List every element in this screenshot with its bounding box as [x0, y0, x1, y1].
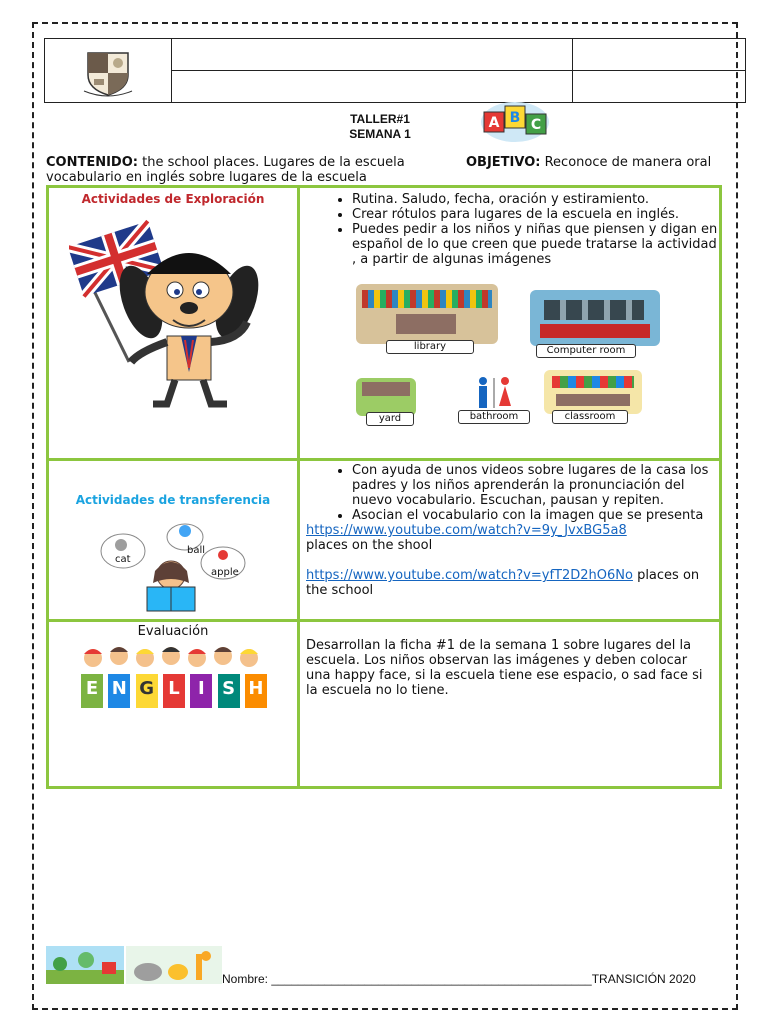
letter-block: I: [190, 674, 212, 708]
bathroom-icon: [472, 376, 516, 410]
header-cell-2: [573, 39, 746, 71]
classroom-image: [544, 370, 642, 414]
activities-table: [46, 185, 722, 789]
svg-text:A: A: [488, 115, 500, 131]
subtitle-text: SEMANA 1: [349, 127, 411, 141]
evaluation-left-cell: [48, 621, 299, 788]
svg-text:C: C: [530, 117, 542, 133]
content-label: CONTENIDO:: [46, 155, 138, 170]
title-text: TALLER#1: [350, 112, 410, 126]
exploration-title: Actividades de Exploración: [81, 192, 265, 206]
video-link-1-block: [300, 523, 719, 553]
name-field-label: Nombre: ________________________________________________: [222, 972, 592, 986]
transfer-bullet: • Con ayuda de unos videos sobre lugares de la casa los padres y los niños aprenderán la pronunciación del nuevo vocabulario. Escuchan, pausan y repiten.: [352, 463, 719, 508]
letter-block: L: [163, 674, 185, 708]
video-link-2-block: [300, 568, 719, 598]
objective: [466, 155, 711, 170]
computer-room-label: Computer room: [536, 344, 636, 358]
content-text-2: vocabulario en inglés sobre lugares de la escuela: [46, 170, 367, 185]
content-row: [46, 155, 726, 185]
exploration-left-cell: [48, 187, 299, 460]
header-table: [44, 38, 746, 103]
objective-label: OBJETIVO:: [466, 155, 541, 170]
bubble-ball-label: ball: [187, 545, 206, 557]
video-link-2[interactable]: https://www.youtube.com/watch?v=yfT2D2hO6No: [306, 568, 633, 584]
logo-cell: [45, 39, 172, 103]
header-cell-1: [171, 39, 573, 71]
library-image: [356, 284, 498, 344]
content-text-1: the school places. Lugares de la escuela: [137, 155, 405, 170]
exploration-bullet: • Rutina. Saludo, fecha, oración y estiramiento.: [352, 192, 719, 207]
abc-blocks-icon: [478, 98, 552, 144]
evaluation-right-cell: [299, 621, 721, 788]
dog-with-flag-illustration: [69, 212, 279, 412]
classroom-label: classroom: [552, 410, 628, 424]
evaluation-text: Desarrollan la ficha #1 de la semana 1 sobre lugares del la escuela. Los niños observan las imágenes y deben colocar una happy face, si la escuela tiene ese espacio, o sad face si la escuela no lo tiene.: [306, 638, 703, 699]
evaluation-title: Evaluación: [137, 624, 209, 640]
animals-park-strip-icon: [46, 946, 222, 986]
transfer-left-cell: [48, 460, 299, 621]
transfer-right-cell: [299, 460, 721, 621]
transfer-bullet: • Asocian el vocabulario con la imagen que se presenta: [352, 508, 719, 523]
english-letters: [81, 674, 267, 708]
bathroom-label: bathroom: [458, 410, 530, 424]
header-cell-4: [573, 71, 746, 103]
library-label: library: [386, 340, 474, 354]
children-row-icon: [81, 644, 267, 674]
footer-text: [222, 972, 696, 986]
bubble-cat-label: cat: [115, 554, 131, 566]
exploration-bullets: [300, 192, 719, 267]
svg-text:B: B: [509, 110, 521, 126]
transfer-title: Actividades de transferencia: [75, 493, 271, 508]
worksheet-title: [300, 112, 460, 142]
objective-text: Reconoce de manera oral: [540, 155, 712, 170]
computer-room-image: [530, 290, 660, 346]
exploration-right-cell: [299, 187, 721, 460]
letter-block: H: [245, 674, 267, 708]
exploration-bullet: • Puedes pedir a los niños y niñas que piensen y digan en español de lo que creen que puede tratarse la actividad , a partir de algunas imágenes: [352, 222, 719, 267]
letter-block: E: [81, 674, 103, 708]
video-link-1[interactable]: https://www.youtube.com/watch?v=9y_JvxBG5a8: [306, 523, 627, 539]
english-banner-illustration: [81, 644, 267, 716]
yard-label: yard: [366, 412, 414, 426]
letter-block: G: [136, 674, 158, 708]
exploration-bullet: • Crear rótulos para lugares de la escuela en inglés.: [352, 207, 719, 222]
transfer-bullets: [300, 463, 719, 523]
letter-block: N: [108, 674, 130, 708]
letter-block: S: [218, 674, 240, 708]
video-link-2-note: places on the school: [306, 568, 700, 599]
school-crest-icon: [82, 49, 134, 97]
yard-image: [356, 378, 416, 416]
grade-label: TRANSICIÓN 2020: [591, 972, 696, 986]
bubble-apple-label: apple: [211, 567, 239, 579]
video-link-1-note: places on the shool: [306, 538, 433, 554]
